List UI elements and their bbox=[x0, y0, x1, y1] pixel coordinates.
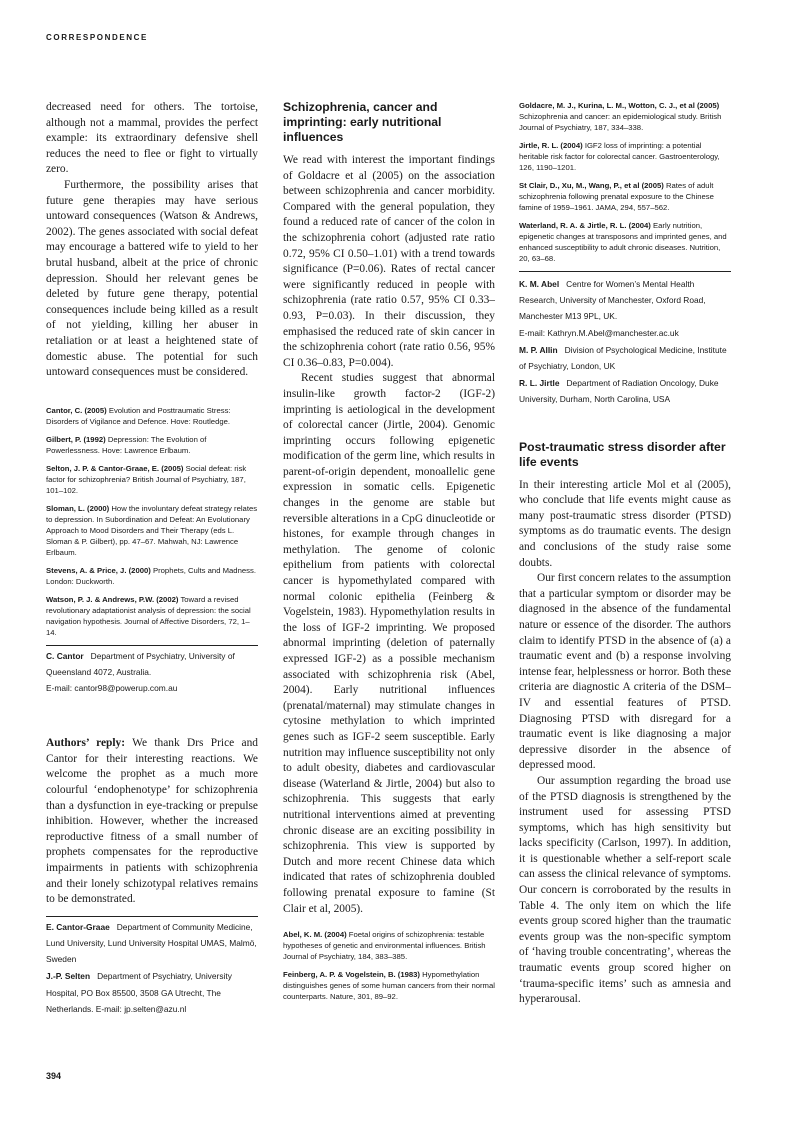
reference-item: Waterland, R. A. & Jirtle, R. L. (2004) Early nutrition, epigenetic changes at transposons and imprinted genes, and enhanced susceptibility to adult chronic diseases. Nutrition, 20, 63–68. bbox=[519, 221, 727, 263]
author-affiliation: C. Cantor Department of Psychiatry, University of Queensland 4072, Australia. E-mail: cantor98@powerup.com.au bbox=[46, 650, 235, 694]
paragraph: In their interesting article Mol et al (2005), who conclude that life events might cause as many post-traumatic stress disorder (PTSD) symptoms as do traumatic events. The design and conclusions of the study raise some doubts. bbox=[519, 478, 731, 569]
reference-item: Selton, J. P. & Cantor-Graae, E. (2005) Social defeat: risk factor for schizophrenia? British Journal of Psychiatry, 187, 101–102. bbox=[46, 463, 247, 495]
reference-list bbox=[519, 100, 731, 264]
reference-item: Jirtle, R. L. (2004) IGF2 loss of imprinting: a potential heritable risk factor for colorectal cancer. Gastroenterology, 126, 1190–1201. bbox=[519, 141, 720, 172]
reference-item: Stevens, A. & Price, J. (2000) Prophets, Cults and Madness. London: Duckworth. bbox=[46, 565, 256, 586]
column-middle bbox=[283, 100, 495, 1009]
reference-item: Sloman, L. (2000) How the involuntary defeat strategy relates to depression. In Subordination and Defeat: An Evolutionary Approach to Mood Disorders and Their Therapy (eds L. Sloman & P. Gilbert), pp. 47–67. Mahwah, NJ: Lawrence Erlbaum. bbox=[46, 503, 258, 557]
paragraph: Our first concern relates to the assumption that a particular symptom or disorder may be diagnosed in the absence of the fundamental nature or essence of the disorder. The authors claim to identify PTSD in the absence of (a) a traumatic event and (b) a response involving intense fear, helplessness or horror. Both these criteria are diagnostic A criteria of the DSM–IV and essential features of PTSD. Diagnosing PTSD with disregard for a traumatic event is like diagnosing a major depressive disorder in the absence of depressed mood. bbox=[519, 572, 731, 772]
author-affiliation: K. M. Abel Centre for Women’s Mental Health Research, University of Manchester, Oxford Road, Manchester M13 9PL, UK. E-mail: Kathryn.M.Abel@manchester.ac.uk M. P. Allin Division of Psychological Medicine, Institute of Psychiatry, London, UK R. L. Jirtle Department of Radiation Oncology, Duke University, Durham, North Carolina, USA bbox=[519, 279, 727, 405]
article-title: Schizophrenia, cancer and imprinting: early nutritional influences bbox=[283, 100, 442, 144]
reference-item: Gilbert, P. (1992) Depression: The Evolution of Powerlessness. Hove: Lawrence Erlbaum. bbox=[46, 434, 207, 455]
running-header: CORRESPONDENCE bbox=[46, 33, 148, 42]
column-right bbox=[519, 100, 731, 1008]
reference-item: Watson, P. J. & Andrews, P.W. (2002) Toward a revised revolutionary adaptationist analysis of depression: the social navigation hypothesis. Journal of Affective Disorders, 72, 1–14. bbox=[46, 594, 251, 637]
reference-item: Abel, K. M. (2004) Foetal origins of schizophrenia: testable hypotheses of genetic and environmental influences. British Journal of Psychiatry, 184, 383–385. bbox=[283, 930, 486, 962]
author-affiliation: E. Cantor-Graae Department of Community Medicine, Lund University, Lund University Hospital UMAS, Malmö, Sweden J.-P. Selten Department of Psychiatry, University Hospital, PO Box 85500, 3508 GA Utrecht, The Netherlands. E-mail: jp.selten@azu.nl bbox=[46, 921, 257, 1014]
authors-reply: Authors’ reply: We thank Drs Price and Cantor for their interesting reactions. We welcome the prophet as a much more colourful ‘endophenotype’ for schizophrenia than a dysfunction in eye-tracking or prepulse inhibition. However, whether the increased reproductive fitness of a small number of prophets compensates for the reproductive impairments in patients with schizophrenia and their lonely schizotypal relatives remains to be demonstrated. bbox=[46, 737, 258, 906]
reference-item: Cantor, C. (2005) Evolution and Posttraumatic Stress: Disorders of Vigilance and Defence. Hove: Routledge. bbox=[46, 405, 231, 426]
paragraph: decreased need for others. The tortoise, although not a mammal, provides the perfect example: its extraordinary defensive shell reduces the need to flee or fight to virtually zero. bbox=[46, 101, 258, 176]
page-number: 394 bbox=[46, 1071, 62, 1081]
article-title: Post-traumatic stress disorder after life events bbox=[519, 439, 726, 469]
divider bbox=[46, 645, 258, 646]
reference-list bbox=[283, 929, 495, 1002]
paragraph: Furthermore, the possibility arises that future gene therapies may have serious untoward consequences (Watson & Andrews, 2002). The genes associated with social defeat may encourage a battered wife to yield to her brutal husband, albeit at the price of chronic depression. Should her relevant genes be deleted by future gene therapy, potential consequences include being killed as a result of not yielding, killing her abuser in retaliation or at least a heightened state of domestic abuse. The potential for such untoward consequences must be considered. bbox=[46, 178, 258, 379]
paragraph: We read with interest the important findings of Goldacre et al (2005) on the association between schizophrenia and cancer morbidity. Compared with the general population, they found a reduced rate of cancer of the colon in the schizophrenia cohort (adjusted rate ratio 0.72, 95% CI 0.50–1.01) with a trend towards significance (P=0.06). Rates of rectal cancer were significantly reduced in people with schizophrenia (rate ratio 0.57, 95% CI 0.33–0.93, P=0.03). In their discussion, they emphasised the reduced rate of skin cancer in the schizophrenia cohort (rate ratio 0.56, 95% CI 0.36–0.83, P=0.004). bbox=[283, 154, 495, 369]
reference-item: St Clair, D., Xu, M., Wang, P., et al (2005) Rates of adult schizophrenia following prenatal exposure to the Chinese famine of 1959–1961. JAMA, 294, 557–562. bbox=[519, 181, 714, 212]
reference-item: Goldacre, M. J., Kurina, L. M., Wotton, C. J., et al (2005) Schizophrenia and cancer: an epidemiological study. British Journal of Psychiatry, 187, 334–338. bbox=[519, 101, 722, 132]
reference-list bbox=[46, 405, 258, 638]
reference-item: Feinberg, A. P. & Vogelstein, B. (1983) Hypomethylation distinguishes genes of some human cancers from their normal counterparts. Nature, 301, 89–92. bbox=[283, 970, 495, 1002]
paragraph: Recent studies suggest that abnormal insulin-like growth factor-2 (IGF-2) imprinting is aetiological in the development of colorectal cancer (Jirtle, 2004). Genomic imprinting occurs following epigenetic modification of the germ line, which results in parent-of-origin dependent, monoallelic gene expression in somatic cells. Epigenetic changes in the genome are stable but reversible alterations in a CpG dinucleotide or histones, for example through changes in methylation. The genome of colonic epithelium from patients with colorectal cancer is hypomethylated compared with normal colonic epithelia (Feinberg & Vogelstein, 1983). Hypomethylation results in the loss of IGF-2 imprinting. We proposed abnormal imprinting (deletion of paternally expressed IGF-2) as a possible mechanism associated with schizophrenia risk (Abel, 2004). Early nutritional influences (prenatal/maternal) may stimulate changes in cytosine methylation to which imprinted genes such as IGF-2 seem susceptible. Early nutrition may influence susceptibility not only to adult obesity, diabetes and cardiovascular disease (Waterland & Jirtle, 2004) but also to schizophrenia. This suggests that early nutritional interventions aimed at preventing chronic disease are an exciting possibility in schizophrenia. This view is supported by Dutch and more recent Chinese data which indicated that rates of schizophrenia doubled following prenatal exposure to famine (St Clair et al, 2005). bbox=[283, 372, 495, 915]
paragraph: Our assumption regarding the broad use of the PTSD diagnosis is strengthened by the instrument used for assessing PTSD symptoms, which has high sensitivity but lacks specificity (Carlson, 1997). In addition, it is questionable whether a self-report scale can assess the clinical relevance of symptoms. Our concern is corroborated by the results in Table 4. The only item on which the life events group scored higher than the traumatic events group was the non-specific symptom of ‘having trouble concentrating’, whereas the traumatic events group scored higher on ‘trauma-specific items’ such as amnesia and hyperarousal. bbox=[519, 774, 731, 1006]
column-left bbox=[46, 100, 258, 1017]
divider bbox=[46, 916, 258, 917]
divider bbox=[519, 271, 731, 272]
